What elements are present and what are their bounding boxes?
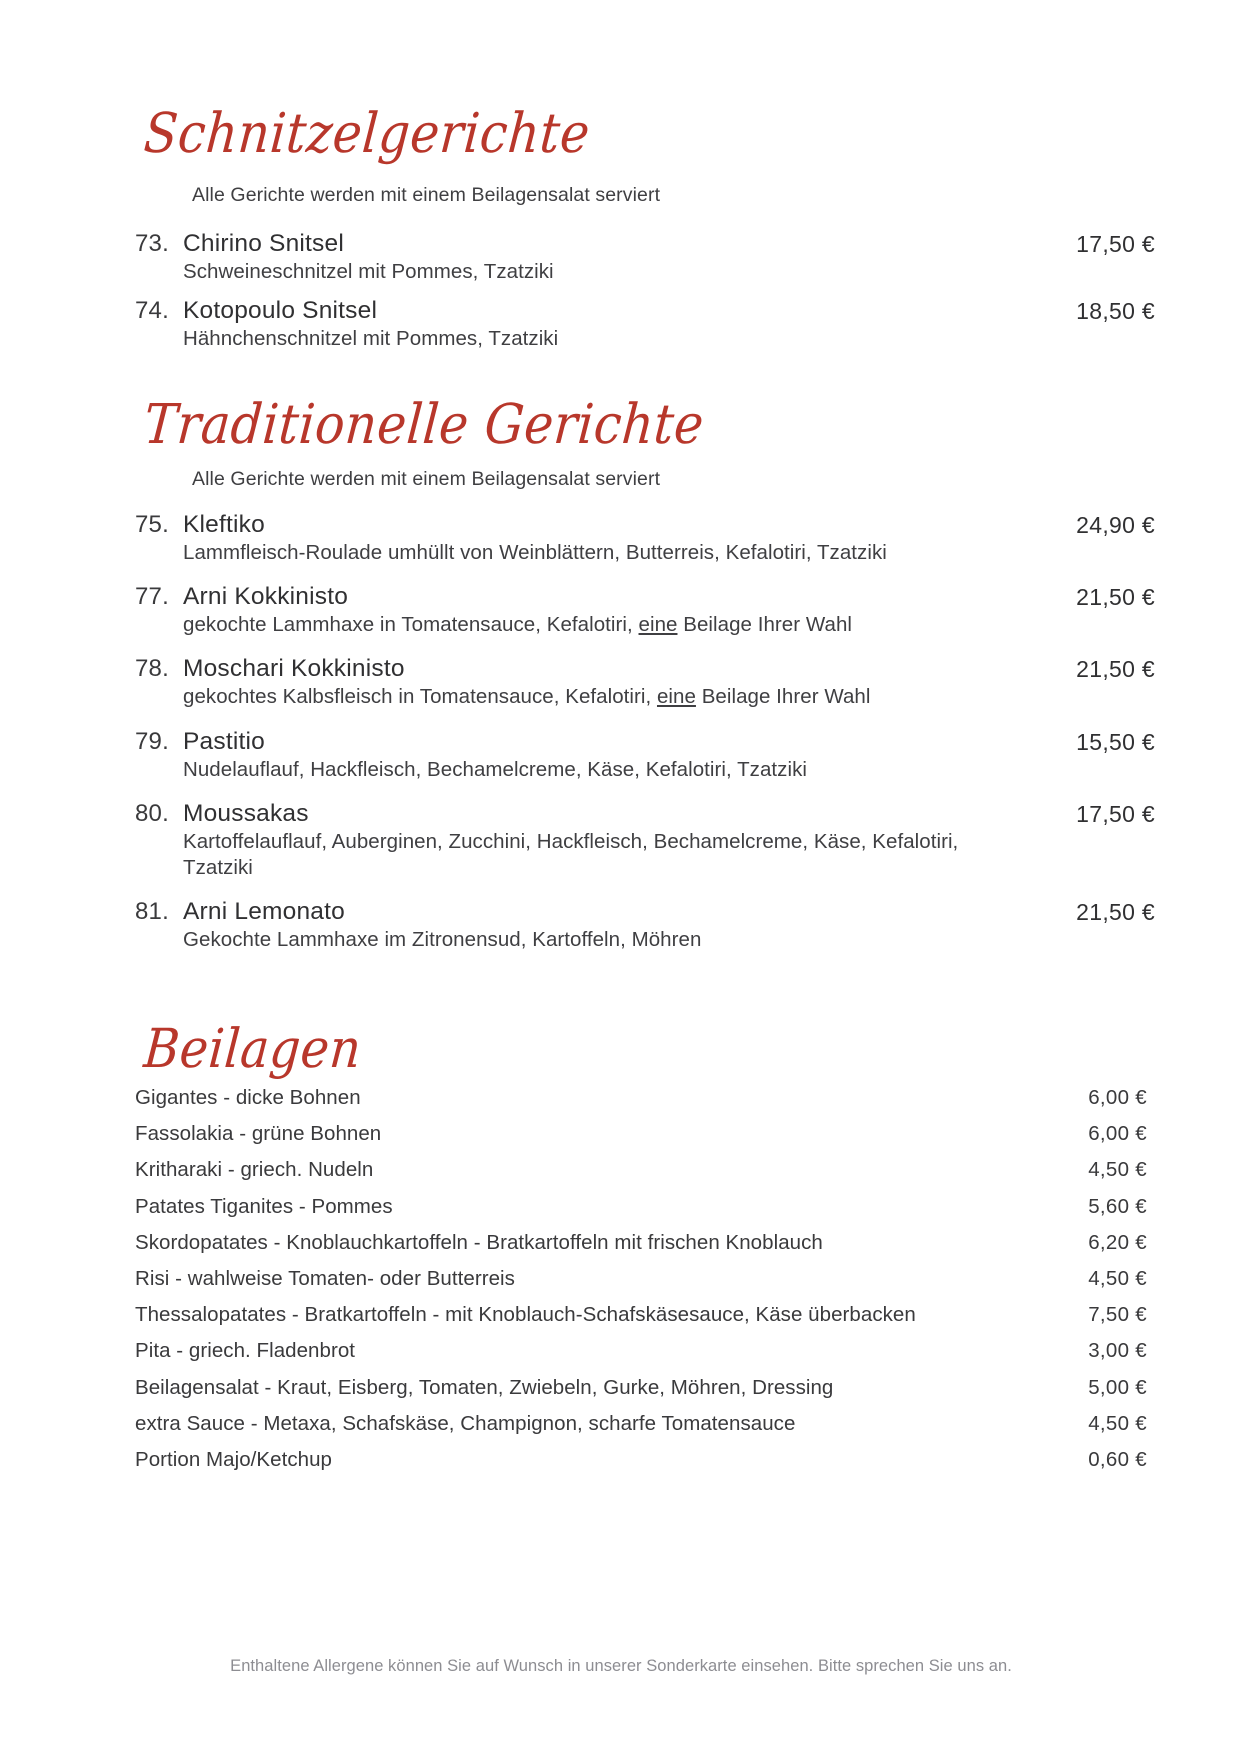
dish-number: 73.: [135, 230, 169, 257]
dish-price: 17,50 €: [1076, 800, 1155, 827]
dish-name: Kotopoulo Snitsel: [183, 297, 378, 325]
dish-description-post: Beilage Ihrer Wahl: [677, 613, 853, 637]
side-dish-label: Skordopatates - Knoblauchkartoffeln - Bratkartoffeln mit frischen Knoblauch: [135, 1230, 823, 1254]
dish-description-post: Beilage Ihrer Wahl: [695, 685, 871, 709]
dish-price: 21,50 €: [1076, 584, 1155, 611]
side-dish-label: Fassolakia - grüne Bohnen: [135, 1122, 382, 1146]
dish-item: [135, 728, 1155, 783]
dish-number: 81.: [135, 898, 169, 926]
side-dish-label: Risi - wahlweise Tomaten- oder Butterreis: [135, 1267, 515, 1291]
side-dish-label: Portion Majo/Ketchup: [135, 1447, 333, 1471]
dish-description: Gekochte Lammhaxe im Zitronensud, Kartoffeln, Möhren: [183, 928, 702, 952]
dish-name: Kleftiko: [183, 511, 265, 538]
dish-number: 74.: [135, 297, 169, 325]
dish-heading-row: [135, 583, 1155, 611]
side-dish-label: Pita - griech. Fladenbrot: [135, 1339, 356, 1363]
dish-heading-row: [135, 728, 1155, 756]
list-item: [135, 1333, 1147, 1369]
section-note-schnitzelgerichte: Alle Gerichte werden mit einem Beilagensalat serviert: [192, 184, 661, 206]
dish-description-pre: gekochte Lammhaxe in Tomatensauce, Kefalotiri,: [183, 613, 639, 637]
dish-heading-row: [135, 511, 1155, 539]
dish-number: 75.: [135, 511, 169, 538]
dish-price: 24,90 €: [1076, 512, 1155, 538]
side-dish-price: 5,00 €: [1088, 1375, 1147, 1399]
dish-heading-row: [135, 655, 1155, 683]
dish-description-emphasis: eine: [656, 685, 696, 709]
side-dish-list: [135, 1080, 1147, 1478]
side-dish-price: 3,00 €: [1088, 1339, 1147, 1363]
allergen-footer-note: Enthaltene Allergene können Sie auf Wunsch in unserer Sonderkarte einsehen. Bitte sprechen Sie uns an.: [230, 1657, 1012, 1675]
side-dish-label: Gigantes - dicke Bohnen: [135, 1086, 361, 1110]
list-item: [135, 1370, 1147, 1406]
dish-item: [135, 898, 1155, 953]
dish-description: Lammfleisch-Roulade umhüllt von Weinblättern, Butterreis, Kefalotiri, Tzatziki: [183, 541, 887, 564]
side-dish-price: 4,50 €: [1088, 1411, 1147, 1435]
dish-item: [135, 655, 1155, 710]
dish-item: [135, 583, 1155, 638]
list-item: [135, 1442, 1147, 1478]
side-dish-price: 6,00 €: [1088, 1122, 1147, 1146]
dish-name: Arni Kokkinisto: [183, 583, 349, 611]
side-dish-label: Beilagensalat - Kraut, Eisberg, Tomaten, Zwiebeln, Gurke, Möhren, Dressing: [135, 1375, 834, 1399]
dish-heading-row: [135, 230, 1155, 258]
dish-price: 17,50 €: [1076, 231, 1155, 257]
dish-name: Chirino Snitsel: [183, 230, 344, 257]
section-heading-schnitzelgerichte: Schnitzelgerichte: [141, 101, 593, 166]
dish-description: [183, 612, 983, 638]
list-item: [135, 1261, 1147, 1297]
side-dish-label: Thessalopatates - Bratkartoffeln - mit Knoblauch-Schafskäsesauce, Käse überbacken: [135, 1303, 916, 1327]
side-dish-price: 4,50 €: [1088, 1158, 1147, 1182]
list-item: [135, 1080, 1147, 1116]
list-item: [135, 1152, 1147, 1188]
list-item: [135, 1406, 1147, 1442]
dish-price: 18,50 €: [1076, 298, 1155, 325]
side-dish-price: 0,60 €: [1088, 1447, 1147, 1471]
dish-description: [183, 684, 983, 710]
dish-number: 80.: [135, 799, 169, 827]
dish-list-traditionelle-gerichte: [135, 511, 1155, 971]
side-dish-price: 4,50 €: [1088, 1267, 1147, 1291]
dish-description: Schweineschnitzel mit Pommes, Tzatziki: [183, 260, 554, 283]
list-item: [135, 1297, 1147, 1333]
dish-list-schnitzelgerichte: [135, 230, 1155, 364]
side-dish-price: 7,50 €: [1088, 1303, 1147, 1327]
side-dish-price: 6,00 €: [1088, 1086, 1147, 1110]
dish-item: [135, 511, 1155, 566]
dish-item: [135, 230, 1155, 285]
section-heading-traditionelle-gerichte: Traditionelle Gerichte: [141, 392, 707, 457]
dish-name: Arni Lemonato: [183, 898, 345, 926]
side-dish-price: 5,60 €: [1088, 1194, 1147, 1218]
dish-description-pre: gekochtes Kalbsfleisch in Tomatensauce, Kefalotiri,: [183, 685, 657, 709]
dish-description: Kartoffelauflauf, Auberginen, Zucchini, Hackfleisch, Bechamelcreme, Käse, Kefalotiri, Tzatziki: [183, 829, 959, 880]
list-item: [135, 1189, 1147, 1225]
dish-price: 15,50 €: [1076, 728, 1155, 755]
dish-price: 21,50 €: [1076, 899, 1155, 926]
side-dish-label: extra Sauce - Metaxa, Schafskäse, Champignon, scharfe Tomatensauce: [135, 1411, 796, 1435]
dish-number: 78.: [135, 655, 169, 683]
dish-name: Pastitio: [183, 727, 265, 755]
dish-description-emphasis: eine: [638, 613, 678, 637]
dish-name: Moschari Kokkinisto: [183, 655, 405, 683]
dish-heading-row: [135, 297, 1155, 325]
dish-description: Hähnchenschnitzel mit Pommes, Tzatziki: [183, 327, 559, 351]
dish-number: 77.: [135, 583, 169, 611]
dish-heading-row: [135, 800, 1155, 828]
side-dish-price: 6,20 €: [1088, 1230, 1147, 1254]
side-dish-label: Kritharaki - griech. Nudeln: [135, 1158, 374, 1182]
section-note-traditionelle-gerichte: Alle Gerichte werden mit einem Beilagensalat serviert: [192, 468, 661, 490]
dish-item: [135, 800, 1155, 881]
dish-description: Nudelauflauf, Hackfleisch, Bechamelcreme, Käse, Kefalotiri, Tzatziki: [183, 757, 807, 781]
list-item: [135, 1225, 1147, 1261]
section-heading-beilagen: Beilagen: [141, 1017, 364, 1081]
dish-price: 21,50 €: [1076, 656, 1155, 683]
dish-heading-row: [135, 898, 1155, 926]
dish-name: Moussakas: [183, 799, 309, 827]
dish-item: [135, 297, 1155, 352]
list-item: [135, 1116, 1147, 1152]
dish-number: 79.: [135, 727, 169, 755]
side-dish-label: Patates Tiganites - Pommes: [135, 1194, 393, 1218]
